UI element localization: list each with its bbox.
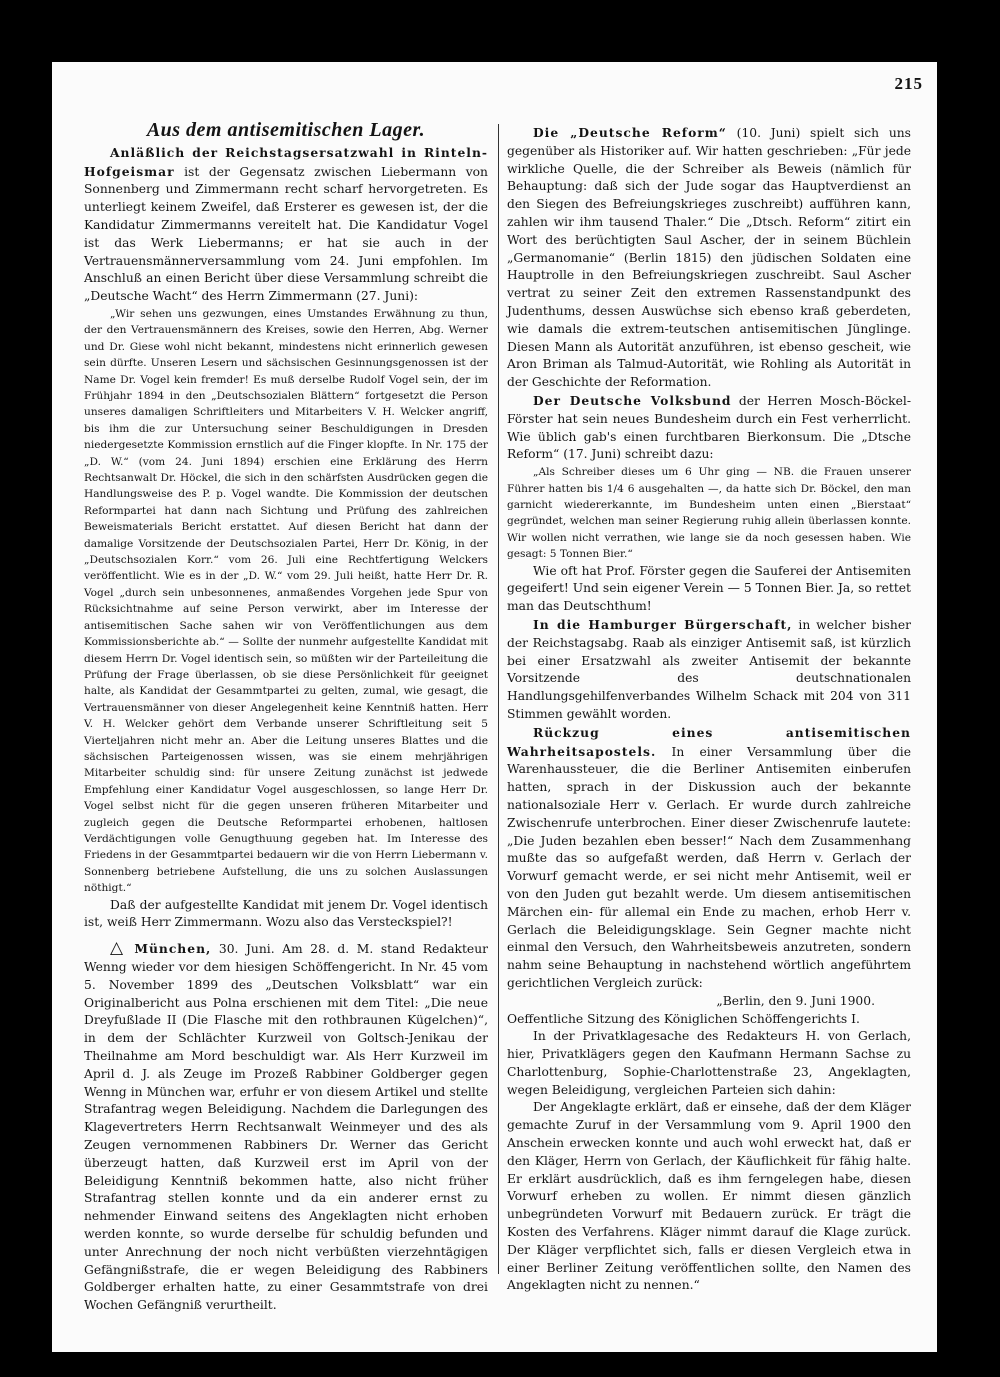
quote-deutsche-wacht [84, 306, 488, 897]
article-muenchen-lead: München, [134, 941, 212, 957]
spacer [84, 932, 488, 940]
article-deutsche-reform [507, 124, 911, 392]
article-deutsche-reform-lead: Die „Deutsche Reform“ [533, 125, 727, 140]
article-volksbund [507, 392, 911, 464]
article-deutsche-reform-body: (10. Juni) spielt sich uns gegenüber als Historiker auf. Wir hatten geschrieben: „Für jede wirkliche Quelle, die der Schreiber als Beweis (nämlich für Behauptung: daß sich der Jude sogar das Hauptverdienst an den Siegen des Befreiungskrieges zuschreibt) aufführen kann, zahlen wir ihm tausend Thaler.“ Die „Dtsch. Reform“ zitirt ein Wort des berüchtigten Saul Ascher, der in seinem Büchlein „Germanomanie“ (Berlin 1815) den jüdischen Soldaten eine Hauptrolle in den Befreiungskriegen zuschreibt. Saul Ascher vertrat zu seiner Zeit den extremen Rassenstandpunkt des Judenthums, dessen Auswüchse sich ebenso kraß geberdeten, wie damals die extrem-teutschen antisemitischen Jünglinge. Diesen Mann als Autorität anzuführen, ist ebenso gescheit, wie Aron Briman als Talmud-Autorität, wie Rohling als Autorität in der Geschichte der Reformation. [507, 126, 911, 390]
article-rinteln-body: ist der Gegensatz zwischen Liebermann von Sonnenberg und Zimmermann recht scharf hervorgetreten. Es unterliegt keinem Zweifel, daß Ersterer es gewesen ist, der die Kandidatur Zimmermanns vereitelt hat. Die Kandidatur Vogel ist das Werk Liebermanns; er hat sie auch in der Vertrauensmännerversammlung vom 24. Juni empfohlen. Im Anschluß an einen Bericht über diese Versammlung schreibt die „Deutsche Wacht“ des Herrn Zimmermann (27. Juni): [84, 164, 488, 304]
article-hamburg-body: in welcher bisher der Reichstagsabg. Raab als einziger Antisemit saß, ist kürzlich bei einer Ersatzwahl als zweiter Antisemit der bekannte Vorsitzende des deutschnationalen Handlungsgehilfenverbandes Wilhelm Schack mit 204 von 311 Stimmen gewählt worden. [507, 617, 911, 721]
right-column [507, 124, 911, 1295]
settlement-parties: In der Privatklagesache des Redakteurs H. von Gerlach, hier, Privatklägers gegen den Kaufmann Hermann Sachse zu Charlottenburg, Sophie-Charlottenstraße 23, Angeklagten, wegen Beleidigung, vergleichen Parteien sich dahin: [507, 1029, 911, 1097]
article-volksbund-closing: Wie oft hat Prof. Förster gegen die Sauferei der Antisemiten gegeifert! Und sein eigener Verein — 5 Tonnen Bier. Ja, so rettet man das Deutschthum! [507, 563, 911, 614]
article-rueckzug-body: In einer Versammlung über die Warenhaussteuer, die die Berliner Antisemiten einberufen hatten, sprach in der Diskussion auch der bekannte nationalsoziale Herr v. Gerlach. Er wurde durch zahlreiche Zwischenrufe unterbrochen. Einer dieser Zwischenrufe lautete: „Die Juden bezahlen eben besser!“ Nach dem Zusammenhang mußte das so aufgefaßt werden, daß Herrn v. Gerlach der Vorwurf gemacht werde, er sei nicht mehr Antisemit, weil er von den Juden gut bezahlt werde. Um diesem antisemitischen Märchen ein- für allemal ein Ende zu machen, erhob Herr v. Gerlach die Beleidigungsklage. Sein Gegner machte nicht einmal den Versuch, den Wahrheitsbeweis anzutreten, sondern nahm seine Behauptung in nachstehend wörtlich angeführtem gerichtlichen Vergleich zurück: [507, 744, 911, 990]
article-rueckzug-lead: Rückzug eines antisemitischen Wahrheitsapostels. [507, 724, 911, 759]
article-volksbund-lead: Der Deutsche Volksbund [533, 392, 732, 408]
article-muenchen [84, 940, 488, 1315]
triangle-symbol: △ [110, 938, 127, 959]
article-volksbund-body: der Herren Mosch-Böckel-Förster hat sein neues Bundesheim durch ein Fest verherrlicht. Wie üblich gab's einen furchtbaren Bierkonsum. Die „Dtsche Reform“ (17. Juni) schreibt dazu: [507, 393, 911, 462]
article-muenchen-body: 30. Juni. Am 28. d. M. stand Redakteur Wenng wieder vor dem hiesigen Schöffengericht. In Nr. 45 vom 5. November 1899 des „Deutschen Volksblatt“ war ein Originalbericht aus Polna erschienen mit dem Titel: „Die neue Dreyfußlade II (Die Flasche mit den rothbraunen Kügelchen)“, in dem der Schlächter Kurzweil von Goltsch-Jenikau der Theilnahme am Mord beschuldigt war. Als Herr Kurzweil im April d. J. als Zeuge im Prozeß Rabbiner Goldberger gegen Wenng in München war, erfuhr er von diesem Artikel und stellte Strafantrag wegen Beleidigung. Nachdem die Darlegungen des Klagevertreters Herrn Rechtsanwalt Weinmeyer und des als Zeugen vernommenen Rabbiners Dr. Werner das Gericht überzeugt hatten, daß Kurzweil erst im April von der Beleidigung Kenntniß bekommen hatte, also nicht früher Strafantrag stellen konnte und da ein anderer ernst zu nehmender Einwand seitens des Angeklagten nicht erhoben werden konnte, so wurde derselbe für schuldig befunden und unter Anrechnung der noch nicht verbüßten vierzehntägigen Gefängnißstrafe, die er wegen Beleidigung des Rabbiners Goldberger erhalten hatte, zu einer Gesammtstrafe von drei Wochen Gefängniß verurtheilt. [84, 942, 488, 1313]
settlement-date: „Berlin, den 9. Juni 1900. [716, 993, 875, 1008]
article-hamburg [507, 616, 911, 724]
section-heading: Aus dem antisemitischen Lager. [146, 119, 426, 141]
page-number: 215 [894, 74, 923, 93]
quote-deutsche-wacht-text: „Wir sehen uns gezwungen, eines Umstandes Erwähnung zu thun, der den Vertrauensmännern des Kreises, sowie den Herren, Abg. Werner und Dr. Giese wohl nicht bekannt, mindestens nicht erinnerlich gewesen sein dürfte. Unseren Lesern und sächsischen Gesinnungsgenossen ist der Name Dr. Vogel kein fremder! Es muß derselbe Rudolf Vogel sein, der im Frühjahr 1894 in den „Deutschsozialen Blättern“ fortgesetzt die Person unseres damaligen Schriftleiters und Mitarbeiters V. H. Welcker angriff, bis ihm die zur Untersuchung seiner Beschuldigungen in Dresden niedergesetzte Kommission ernstlich auf die Finger klopfte. In Nr. 175 der „D. W.“ (vom 24. Juni 1894) erschien eine Erklärung des Herrn Rechtsanwalt Dr. Höckel, die sich in den schärfsten Ausdrücken gegen die Handlungsweise des P. p. Vogel wandte. Die Kommission der deutschen Reformpartei hat dann nach Sichtung und Prüfung des zahlreichen Beweismaterials Bericht erstattet. Auf diesen Bericht hat dann der damalige Vorsitzende der Deutschsozialen Partei, Herr Dr. König, in der „Deutschsozialen Korr.“ vom 26. Juli eine Rechtfertigung Welckers veröffentlicht. Wie es in der „D. W.“ vom 29. Juli heißt, hatte Herr Dr. R. Vogel „durch sein unbesonnenes, anmaßendes Vorgehen jede Spur von Rücksichtnahme auf seine Person verwirkt, aber im Interesse der antisemitischen Sache sahen wir von Veröffentlichungen aus dem Kommissionsberichte ab.“ — Sollte der nunmehr aufgestellte Kandidat mit diesem Herrn Dr. Vogel identisch sein, so müßten wir der Parteileitung die Prüfung der Frage überlassen, ob sie diese Persönlichkeit für geeignet halte, als Kandidat der Gesammtpartei zu gelten, zumal, wie gesagt, die Vertrauensmänner von dieser Angelegenheit keine Kenntniß hatten. Herr V. H. Welcker gehört dem Verbande unserer Schriftleitung seit 5 Vierteljahren nicht mehr an. Aber die Leitung unseres Blattes und die sächsischen Parteigenossen wissen, was sie einem mehrjährigen Mitarbeiter schuldig sind: für unsere Zeitung zunächst ist jedwede Empfehlung einer Kandidatur Vogel ausgeschlossen, so lange Herr Dr. Vogel selbst nicht für die gegen unseren früheren Mitarbeiter und zugleich gegen die Deutsche Reformpartei erhobenen, haltlosen Verdächtigungen volle Genugthuung gegeben hat. Im Interesse des Friedens in der Gesammtpartei bedauern wir die von Herrn Liebermann v. Sonnenberg betriebene Aufstellung, die uns zu solchen Auslassungen nöthigt.“ [84, 307, 488, 895]
quote-dtsche-reform-text: „Als Schreiber dieses um 6 Uhr ging — NB. die Frauen unserer Führer hatten bis 1/4 6 ausgehalten —, da hatte sich Dr. Böckel, den man garnicht wiedererkannte, im Bundesheim unten einen „Bierstaat“ gegründet, welchen man seiner Regierung ruhig allein überlassen konnte. Wir wollen nicht verrathen, wie lange sie da noch gesessen haben. Wie gesagt: 5 Tonnen Bier.“ [507, 466, 911, 561]
settlement-court: Oeffentliche Sitzung des Königlichen Schöffengerichts I. [507, 1011, 860, 1026]
article-hamburg-lead: In die Hamburger Bürgerschaft, [533, 616, 793, 632]
newspaper-page [52, 62, 937, 1352]
article-rinteln-closing: Daß der aufgestellte Kandidat mit jenem Dr. Vogel identisch ist, weiß Herr Zimmermann. Wozu also das Versteckspiel?! [84, 897, 488, 930]
article-rinteln-lead: Anläßlich der Reichstagsersatzwahl in Rinteln-Hofgeismar [84, 144, 488, 179]
left-column [84, 119, 488, 1315]
article-rueckzug [507, 724, 911, 993]
article-rinteln [84, 144, 488, 306]
settlement-declaration: Der Angeklagte erklärt, daß er einsehe, daß der dem Kläger gemachte Zuruf in der Versammlung vom 9. April 1900 den Anschein erwecken konnte und auch wohl erweckt hat, daß er den Kläger, Herrn von Gerlach, der Käuflichkeit für fähig halte. Er erklärt ausdrücklich, daß es ihm ferngelegen habe, diesen Vorwurf erheben zu wollen. Er nimmt diesen gänzlich unbegründeten Vorwurf mit Bedauern zurück. Er trägt die Kosten des Verfahrens. Kläger nimmt darauf die Klage zurück. Der Kläger verpflichtet sich, falls er diesen Vergleich etwa in einer Berliner Zeitung veröffentlichen sollte, den Namen des Angeklagten nicht zu nennen.“ [507, 1100, 911, 1293]
column-divider [498, 124, 499, 1274]
quote-dtsche-reform [507, 464, 911, 562]
